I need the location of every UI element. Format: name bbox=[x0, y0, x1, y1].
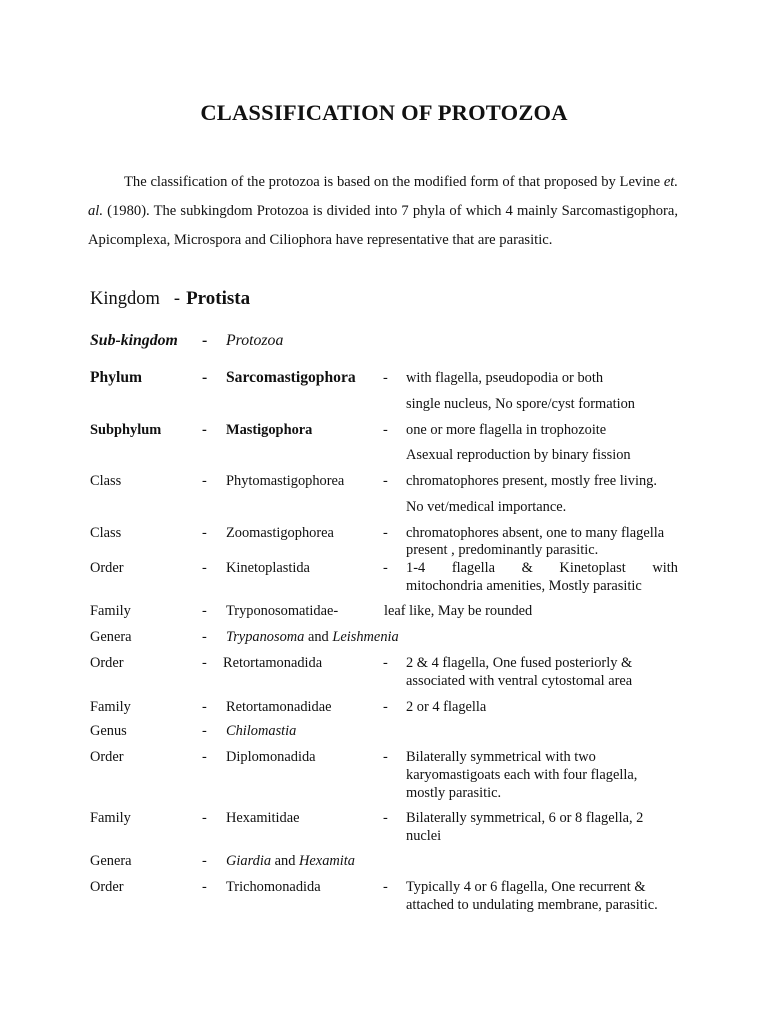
subphylum-value: Mastigophora bbox=[226, 422, 313, 438]
subkingdom-dash: - bbox=[202, 332, 208, 349]
phylum-desc-1: with flagella, pseudopodia or both bbox=[406, 370, 604, 386]
subkingdom-label: Sub-kingdom bbox=[90, 332, 178, 349]
subphylum-dash: - bbox=[202, 422, 207, 438]
family-retortamonadidae-dash: - bbox=[202, 699, 207, 715]
intro-etal: et. al. bbox=[88, 174, 678, 219]
order-kinetoplastida-desc-1: 1-4 flagella & Kinetoplast with bbox=[406, 560, 678, 576]
order-kinetoplastida-value: Kinetoplastida bbox=[226, 560, 310, 576]
order-retortamonadida-dash: - bbox=[202, 655, 207, 671]
family-hexamitidae-label: Family bbox=[90, 810, 131, 826]
family-tryponosomatidae-dash: - bbox=[202, 603, 207, 619]
order-diplomonadida-value: Diplomonadida bbox=[226, 749, 316, 765]
subkingdom-value: Protozoa bbox=[226, 332, 284, 349]
genus-chilomastia-value: Chilomastia bbox=[226, 723, 297, 739]
subphylum-desc-1: one or more flagella in trophozoite bbox=[406, 422, 607, 438]
family-hexamitidae-desc-1: Bilaterally symmetrical, 6 or 8 flagella, 2 bbox=[406, 810, 644, 826]
order-trichomonadida-dash: - bbox=[202, 879, 207, 895]
kingdom-value: Protista bbox=[186, 288, 251, 309]
intro-paragraph bbox=[88, 168, 678, 255]
kingdom-row bbox=[90, 288, 250, 310]
family-hexamitidae-value: Hexamitidae bbox=[226, 810, 300, 826]
family-retortamonadidae-dash2: - bbox=[383, 699, 388, 715]
subphylum-dash2: - bbox=[383, 422, 388, 438]
class-phyto-dash: - bbox=[202, 473, 207, 489]
phylum-value: Sarcomastigophora bbox=[226, 369, 356, 386]
genera-and-1: and bbox=[304, 629, 333, 645]
order-trichomonadida-value: Trichomonadida bbox=[226, 879, 321, 895]
order-diplomonadida-dash: - bbox=[202, 749, 207, 765]
order-retortamonadida-desc-2: associated with ventral cytostomal area bbox=[406, 673, 633, 689]
phylum-dash: - bbox=[202, 369, 208, 386]
family-retortamonadidae-value: Retortamonadidae bbox=[226, 699, 332, 715]
genera-giardia-dash: - bbox=[202, 853, 207, 869]
phylum-label: Phylum bbox=[90, 369, 142, 386]
family-hexamitidae-dash2: - bbox=[383, 810, 388, 826]
class-zoo-value: Zoomastigophorea bbox=[226, 525, 334, 541]
intro-text-2: (1980). The subkingdom Protozoa is divided into 7 phyla of which 4 mainly Sarcomastigophora, Apicomplexa, Microspora and Ciliophora have representative that are parasitic. bbox=[88, 203, 678, 248]
order-kinetoplastida-label: Order bbox=[90, 560, 124, 576]
kingdom-label: Kingdom bbox=[90, 289, 160, 309]
class-zoo-dash2: - bbox=[383, 525, 388, 541]
order-diplomonadida-label: Order bbox=[90, 749, 124, 765]
order-retortamonadida-dash2: - bbox=[383, 655, 388, 671]
order-diplomonadida-desc-2: karyomastigoats each with four flagella, bbox=[406, 767, 638, 783]
genus-leishmenia: Leishmenia bbox=[332, 629, 399, 645]
genera-giardia-label: Genera bbox=[90, 853, 132, 869]
order-trichomonadida-dash2: - bbox=[383, 879, 388, 895]
order-retortamonadida-desc-1: 2 & 4 flagella, One fused posteriorly & bbox=[406, 655, 633, 671]
order-kinetoplastida-dash: - bbox=[202, 560, 207, 576]
kingdom-dash: - bbox=[173, 289, 181, 309]
family-hexamitidae-desc-2: nuclei bbox=[406, 828, 442, 844]
order-kinetoplastida-dash2: - bbox=[383, 560, 388, 576]
order-kinetoplastida-desc-2: mitochondria amenities, Mostly parasitic bbox=[406, 578, 642, 594]
order-trichomonadida-desc-1: Typically 4 or 6 flagella, One recurrent & bbox=[406, 879, 646, 895]
class-phyto-desc-1: chromatophores present, mostly free living. bbox=[406, 473, 657, 489]
genus-trypanosoma: Trypanosoma bbox=[226, 629, 305, 645]
intro-text-1: The classification of the protozoa is based on the modified form of that proposed by Levine bbox=[124, 174, 664, 190]
family-retortamonadidae-label: Family bbox=[90, 699, 131, 715]
class-phyto-dash2: - bbox=[383, 473, 388, 489]
genera-giardia-value bbox=[226, 852, 355, 870]
genera-trypanosoma-dash: - bbox=[202, 629, 207, 645]
subphylum-desc-2: Asexual reproduction by binary fission bbox=[406, 447, 631, 463]
genera-and-2: and bbox=[271, 853, 300, 869]
family-tryponosomatidae-value: Tryponosomatidae- bbox=[226, 603, 339, 619]
order-retortamonadida-value: Retortamonadida bbox=[223, 655, 323, 671]
family-retortamonadidae-desc: 2 or 4 flagella bbox=[406, 699, 487, 715]
order-trichomonadida-label: Order bbox=[90, 879, 124, 895]
class-zoo-desc-1: chromatophores absent, one to many flagella bbox=[406, 525, 665, 541]
genus-giardia: Giardia bbox=[226, 853, 272, 869]
order-retortamonadida-label: Order bbox=[90, 655, 124, 671]
page-title: CLASSIFICATION OF PROTOZOA bbox=[200, 100, 568, 125]
family-tryponosomatidae-desc: leaf like, May be rounded bbox=[384, 603, 533, 619]
phylum-dash2: - bbox=[383, 370, 388, 386]
class-phyto-desc-2: No vet/medical importance. bbox=[406, 499, 567, 515]
class-zoo-label: Class bbox=[90, 525, 122, 541]
phylum-desc-2: single nucleus, No spore/cyst formation bbox=[406, 396, 636, 412]
genera-trypanosoma-label: Genera bbox=[90, 629, 132, 645]
class-phyto-label: Class bbox=[90, 473, 122, 489]
family-tryponosomatidae-label: Family bbox=[90, 603, 131, 619]
order-diplomonadida-desc-1: Bilaterally symmetrical with two bbox=[406, 749, 596, 765]
family-hexamitidae-dash: - bbox=[202, 810, 207, 826]
order-diplomonadida-desc-3: mostly parasitic. bbox=[406, 785, 502, 801]
class-phyto-value: Phytomastigophorea bbox=[226, 473, 345, 489]
subphylum-label: Subphylum bbox=[90, 422, 162, 438]
genera-trypanosoma-value bbox=[226, 628, 399, 646]
order-diplomonadida-dash2: - bbox=[383, 749, 388, 765]
genus-hexamita: Hexamita bbox=[299, 853, 355, 869]
genus-chilomastia-dash: - bbox=[202, 723, 207, 739]
class-zoo-desc-2: present , predominantly parasitic. bbox=[406, 542, 599, 558]
class-zoo-dash: - bbox=[202, 525, 207, 541]
order-trichomonadida-desc-2: attached to undulating membrane, parasitic. bbox=[406, 897, 658, 913]
genus-chilomastia-label: Genus bbox=[90, 723, 127, 739]
